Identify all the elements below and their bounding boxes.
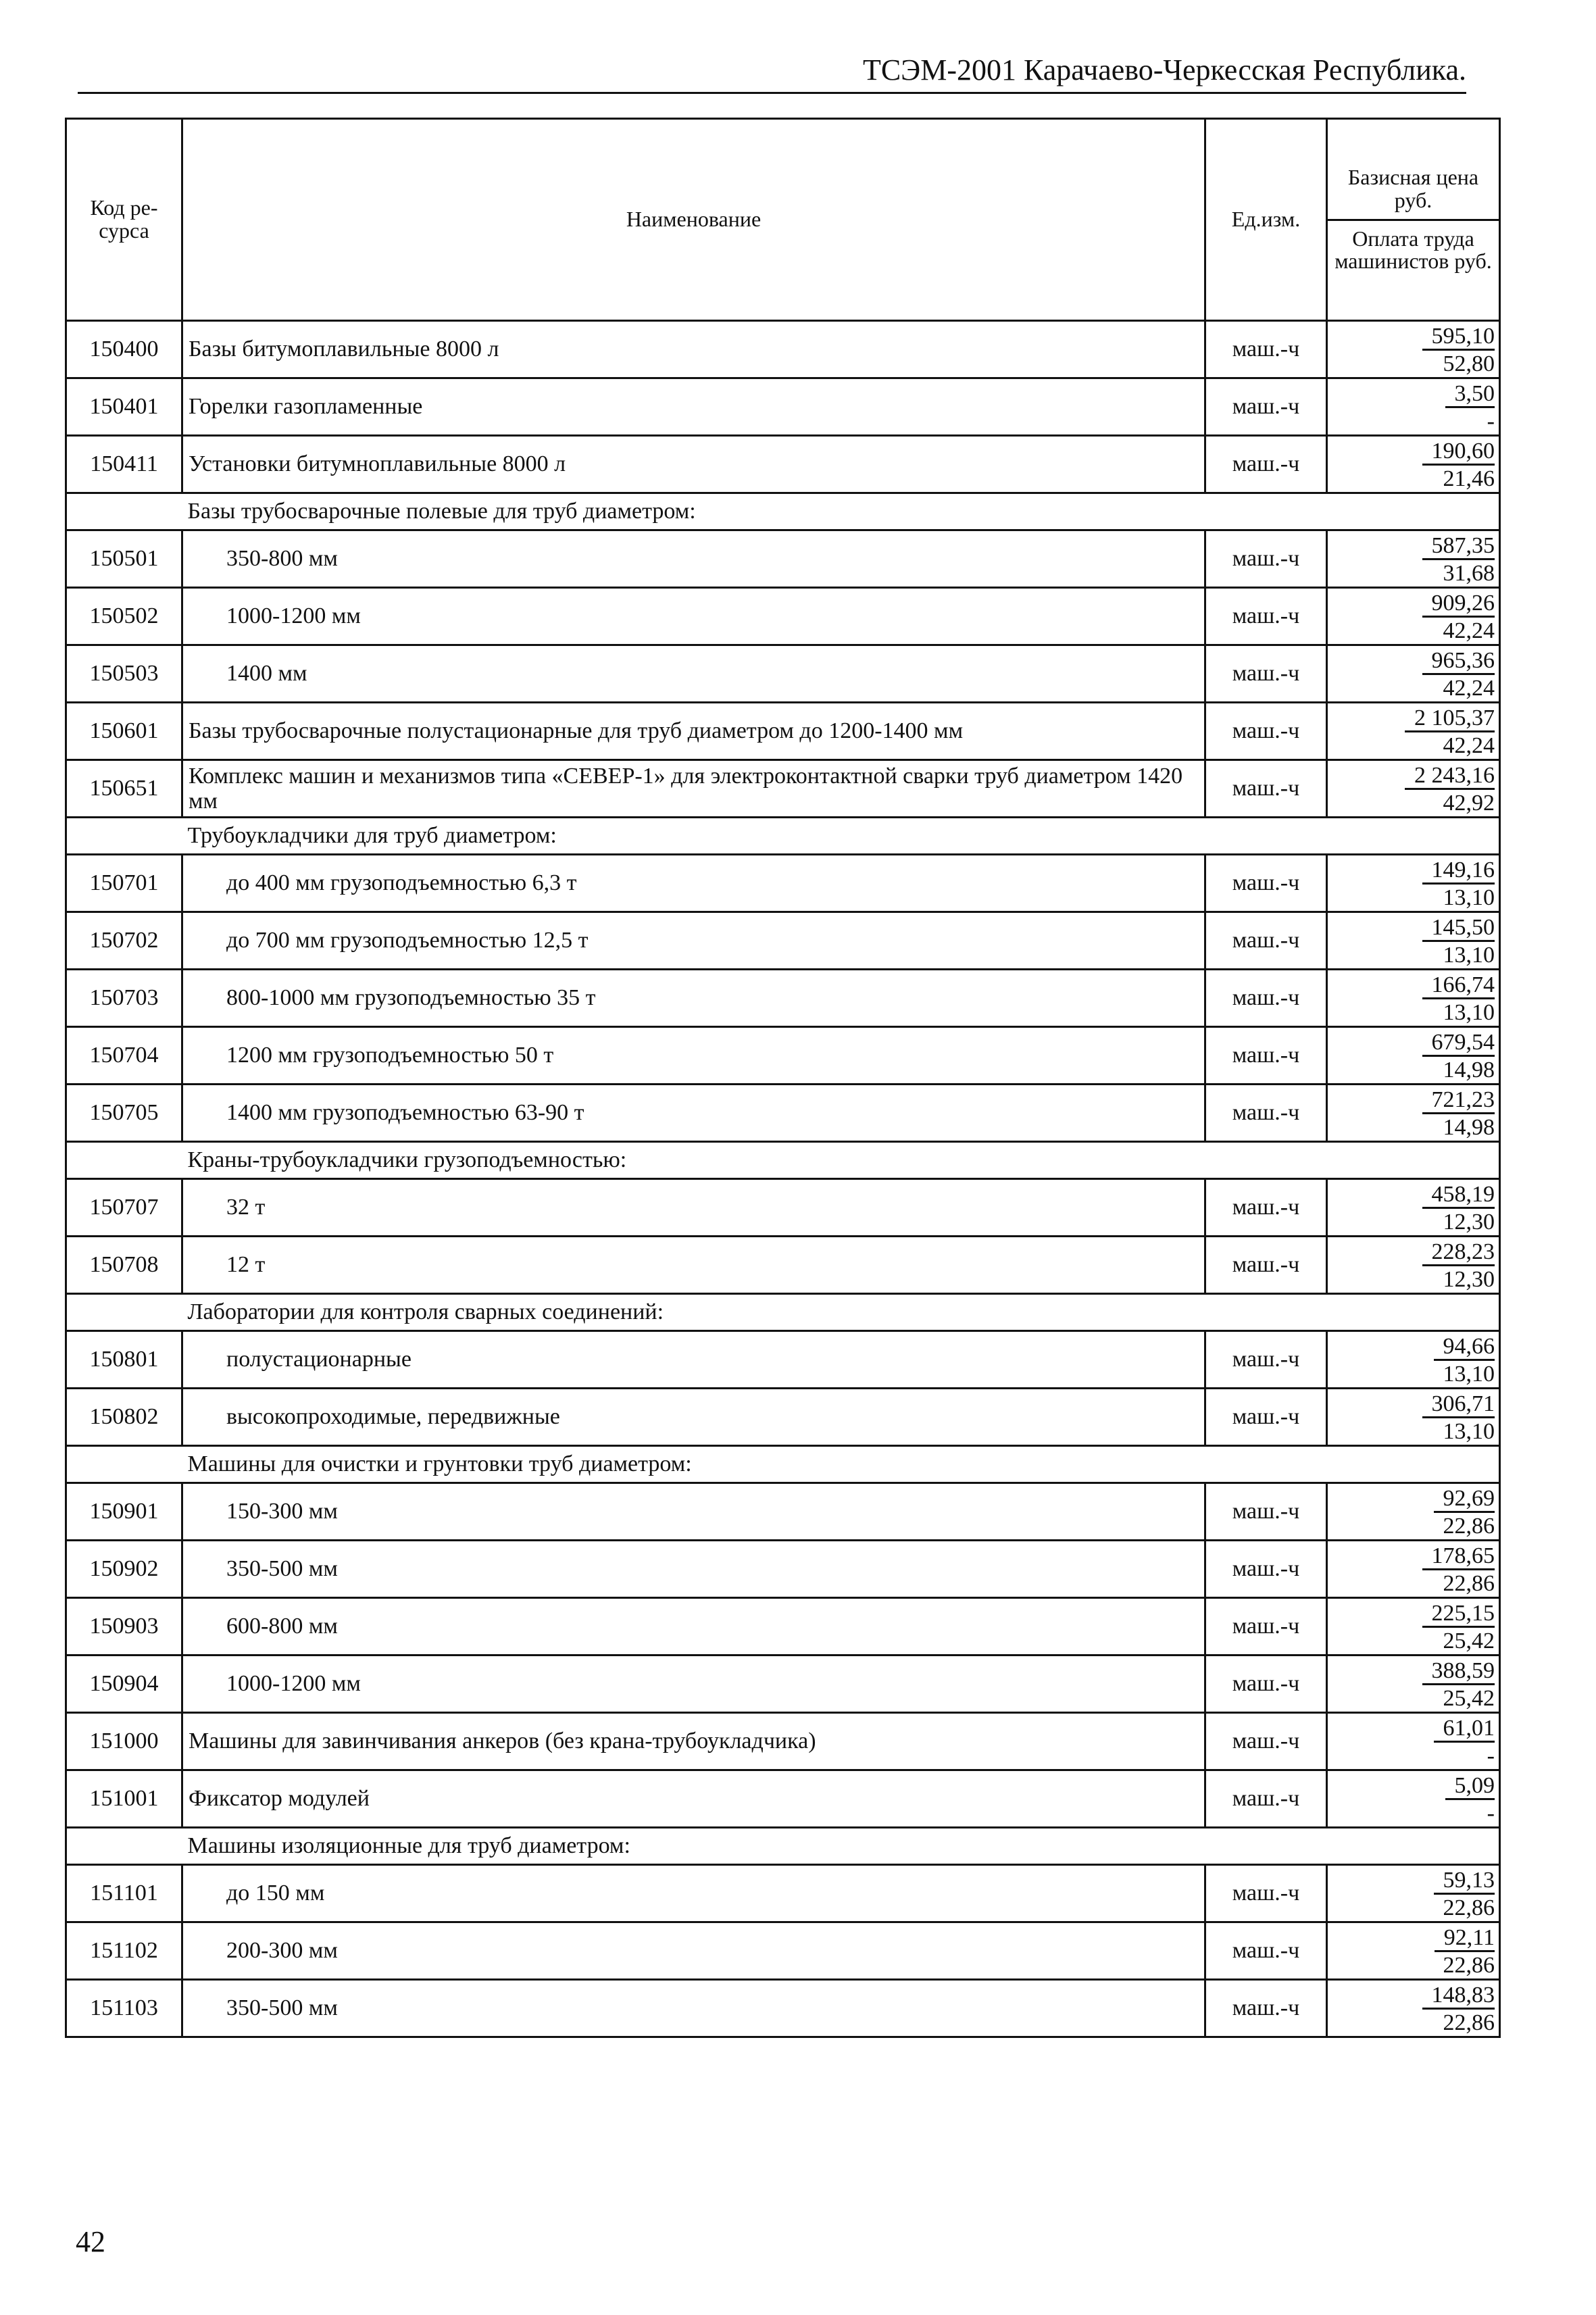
price-cell <box>1327 970 1500 1027</box>
resource-code: 150802 <box>66 1389 182 1446</box>
unit-of-measure: маш.-ч <box>1205 912 1327 970</box>
operator-pay-value: 22,86 <box>1443 1953 1495 1978</box>
table-row <box>66 1027 1500 1085</box>
unit-of-measure: маш.-ч <box>1205 1656 1327 1713</box>
unit-of-measure: маш.-ч <box>1205 1179 1327 1237</box>
table-row <box>66 1713 1500 1770</box>
column-header-unit: Ед.изм. <box>1205 119 1327 321</box>
group-code-cell <box>66 818 182 855</box>
resource-name: до 400 мм грузоподъемностью 6,3 т <box>182 855 1205 912</box>
operator-pay-value: 52,80 <box>1443 351 1495 376</box>
unit-of-measure: маш.-ч <box>1205 530 1327 588</box>
base-price-value: 458,19 <box>1422 1182 1495 1209</box>
operator-pay-value: 13,10 <box>1443 885 1495 910</box>
resource-name: 1400 мм <box>182 645 1205 703</box>
unit-of-measure: маш.-ч <box>1205 1483 1327 1541</box>
operator-pay-value: 21,46 <box>1443 466 1495 491</box>
resource-name: 350-800 мм <box>182 530 1205 588</box>
resource-name: 1400 мм грузоподъемностью 63-90 т <box>182 1085 1205 1142</box>
unit-of-measure: маш.-ч <box>1205 436 1327 493</box>
operator-pay-value: 42,24 <box>1443 676 1495 701</box>
resource-name: 1000-1200 мм <box>182 1656 1205 1713</box>
resource-name: 600-800 мм <box>182 1598 1205 1656</box>
price-cell <box>1327 703 1500 760</box>
table-row <box>66 1980 1500 2037</box>
group-title: Машины для очистки и грунтовки труб диаметром: <box>182 1446 1500 1483</box>
price-cell <box>1327 530 1500 588</box>
resource-code: 150501 <box>66 530 182 588</box>
price-cell <box>1327 1598 1500 1656</box>
price-cell <box>1327 1483 1500 1541</box>
group-title: Краны-трубоукладчики грузоподъемностью: <box>182 1142 1500 1179</box>
base-price-value: 388,59 <box>1422 1658 1495 1685</box>
unit-of-measure: маш.-ч <box>1205 703 1327 760</box>
operator-pay-value: 31,68 <box>1443 561 1495 586</box>
resource-code: 151102 <box>66 1922 182 1980</box>
operator-pay-value: 42,92 <box>1443 791 1495 816</box>
table-row <box>66 530 1500 588</box>
table-group-row <box>66 1828 1500 1865</box>
base-price-value: 61,01 <box>1434 1716 1495 1743</box>
group-code-cell <box>66 1294 182 1331</box>
resource-code: 151000 <box>66 1713 182 1770</box>
price-cell <box>1327 1713 1500 1770</box>
resource-code: 150400 <box>66 321 182 378</box>
base-price-value: 190,60 <box>1422 439 1495 466</box>
resource-price-table <box>65 118 1501 2038</box>
table-row <box>66 1865 1500 1922</box>
operator-pay-value: 25,42 <box>1443 1628 1495 1653</box>
price-cell <box>1327 436 1500 493</box>
resource-code: 150702 <box>66 912 182 970</box>
table-row <box>66 1085 1500 1142</box>
unit-of-measure: маш.-ч <box>1205 1389 1327 1446</box>
column-header-name: Наименование <box>182 119 1205 321</box>
page-number: 42 <box>76 2225 105 2258</box>
table-row <box>66 760 1500 818</box>
table-row <box>66 1770 1500 1828</box>
operator-pay-value: 13,10 <box>1443 1362 1495 1387</box>
resource-name: Базы трубосварочные полустационарные для труб диаметром до 1200-1400 мм <box>182 703 1205 760</box>
price-cell <box>1327 1389 1500 1446</box>
price-cell <box>1327 1085 1500 1142</box>
resource-name: 200-300 мм <box>182 1922 1205 1980</box>
operator-pay-value: 42,24 <box>1443 618 1495 643</box>
operator-pay-value: 22,86 <box>1443 1514 1495 1539</box>
resource-code: 150904 <box>66 1656 182 1713</box>
table-row <box>66 378 1500 436</box>
table-header-row <box>66 119 1500 321</box>
table-row <box>66 970 1500 1027</box>
unit-of-measure: маш.-ч <box>1205 1027 1327 1085</box>
resource-code: 150601 <box>66 703 182 760</box>
resource-code: 150902 <box>66 1541 182 1598</box>
operator-pay-value: 22,86 <box>1443 1571 1495 1596</box>
group-code-cell <box>66 1142 182 1179</box>
base-price-value: 149,16 <box>1422 857 1495 885</box>
base-price-value: 92,11 <box>1435 1925 1495 1952</box>
header-rule <box>78 92 1466 94</box>
unit-of-measure: маш.-ч <box>1205 1237 1327 1294</box>
resource-name: 32 т <box>182 1179 1205 1237</box>
operator-pay-value: 12,30 <box>1443 1210 1495 1235</box>
table-group-row <box>66 1446 1500 1483</box>
resource-name: 1000-1200 мм <box>182 588 1205 645</box>
unit-of-measure: маш.-ч <box>1205 970 1327 1027</box>
table-group-row <box>66 493 1500 530</box>
price-cell <box>1327 1656 1500 1713</box>
table-row <box>66 321 1500 378</box>
base-price-value: 587,35 <box>1422 533 1495 560</box>
resource-name: 1200 мм грузоподъемностью 50 т <box>182 1027 1205 1085</box>
unit-of-measure: маш.-ч <box>1205 1331 1327 1389</box>
group-code-cell <box>66 1446 182 1483</box>
price-cell <box>1327 855 1500 912</box>
operator-pay-value: 13,10 <box>1443 1419 1495 1444</box>
unit-of-measure: маш.-ч <box>1205 1713 1327 1770</box>
table-row <box>66 436 1500 493</box>
unit-of-measure: маш.-ч <box>1205 760 1327 818</box>
resource-name: Горелки газопламенные <box>182 378 1205 436</box>
table-row <box>66 1922 1500 1980</box>
table-row <box>66 645 1500 703</box>
table-row <box>66 1237 1500 1294</box>
resource-code: 150705 <box>66 1085 182 1142</box>
resource-name: Фиксатор модулей <box>182 1770 1205 1828</box>
base-price-value: 679,54 <box>1422 1030 1495 1057</box>
document-header-title: ТСЭМ-2001 Карачаево-Черкесская Республика. <box>862 53 1466 86</box>
table-row <box>66 1656 1500 1713</box>
unit-of-measure: маш.-ч <box>1205 1085 1327 1142</box>
resource-name: Установки битумноплавильные 8000 л <box>182 436 1205 493</box>
base-price-value: 965,36 <box>1422 648 1495 675</box>
group-title: Трубоукладчики для труб диаметром: <box>182 818 1500 855</box>
base-price-value: 5,09 <box>1445 1773 1495 1800</box>
unit-of-measure: маш.-ч <box>1205 645 1327 703</box>
price-cell <box>1327 1922 1500 1980</box>
base-price-value: 94,66 <box>1434 1334 1495 1361</box>
price-cell <box>1327 1865 1500 1922</box>
base-price-value: 178,65 <box>1422 1543 1495 1570</box>
table-row <box>66 855 1500 912</box>
resource-code: 150903 <box>66 1598 182 1656</box>
column-header-code: Код ре-сурса <box>66 119 182 321</box>
table-row <box>66 1179 1500 1237</box>
base-price-value: 2 243,16 <box>1405 763 1495 790</box>
table-row <box>66 912 1500 970</box>
resource-code: 150651 <box>66 760 182 818</box>
table-row <box>66 1331 1500 1389</box>
table-row <box>66 1483 1500 1541</box>
group-code-cell <box>66 1828 182 1865</box>
operator-pay-value: 22,86 <box>1443 2010 1495 2035</box>
resource-code: 151101 <box>66 1865 182 1922</box>
resource-name: Комплекс машин и механизмов типа «СЕВЕР-1» для электроконтактной сварки труб диаметром 1420 мм <box>182 760 1205 818</box>
table-row <box>66 703 1500 760</box>
column-header-operator-pay: Оплата труда машинистов руб. <box>1328 219 1499 276</box>
price-cell <box>1327 588 1500 645</box>
price-cell <box>1327 1027 1500 1085</box>
table-group-row <box>66 1142 1500 1179</box>
price-cell <box>1327 912 1500 970</box>
operator-pay-value: 22,86 <box>1443 1895 1495 1920</box>
unit-of-measure: маш.-ч <box>1205 378 1327 436</box>
base-price-value: 228,23 <box>1422 1239 1495 1266</box>
resource-code: 150401 <box>66 378 182 436</box>
base-price-value: 3,50 <box>1445 381 1495 408</box>
resource-code: 151103 <box>66 1980 182 2037</box>
operator-pay-value: - <box>1487 1801 1495 1826</box>
resource-code: 150411 <box>66 436 182 493</box>
resource-code: 150703 <box>66 970 182 1027</box>
price-cell <box>1327 321 1500 378</box>
resource-name: 12 т <box>182 1237 1205 1294</box>
unit-of-measure: маш.-ч <box>1205 588 1327 645</box>
price-cell <box>1327 1179 1500 1237</box>
operator-pay-value: 42,24 <box>1443 733 1495 758</box>
base-price-value: 721,23 <box>1422 1087 1495 1114</box>
column-header-base-price: Базисная цена руб. <box>1347 165 1479 212</box>
table-group-row <box>66 1294 1500 1331</box>
table-group-row <box>66 818 1500 855</box>
base-price-value: 595,10 <box>1422 324 1495 351</box>
resource-name: Машины для завинчивания анкеров (без крана-трубоукладчика) <box>182 1713 1205 1770</box>
resource-code: 150801 <box>66 1331 182 1389</box>
table-body <box>66 321 1500 2037</box>
price-cell <box>1327 1541 1500 1598</box>
table-row <box>66 588 1500 645</box>
base-price-value: 166,74 <box>1422 972 1495 999</box>
unit-of-measure: маш.-ч <box>1205 1598 1327 1656</box>
resource-code: 150708 <box>66 1237 182 1294</box>
group-code-cell <box>66 493 182 530</box>
resource-name: 800-1000 мм грузоподъемностью 35 т <box>182 970 1205 1027</box>
operator-pay-value: - <box>1487 409 1495 434</box>
resource-name: 150-300 мм <box>182 1483 1205 1541</box>
base-price-value: 225,15 <box>1422 1601 1495 1628</box>
base-price-value: 2 105,37 <box>1405 705 1495 732</box>
resource-code: 150502 <box>66 588 182 645</box>
operator-pay-value: 25,42 <box>1443 1686 1495 1711</box>
unit-of-measure: маш.-ч <box>1205 1865 1327 1922</box>
table-row <box>66 1598 1500 1656</box>
base-price-value: 148,83 <box>1422 1983 1495 2010</box>
price-cell <box>1327 760 1500 818</box>
group-title: Лаборатории для контроля сварных соединений: <box>182 1294 1500 1331</box>
base-price-value: 909,26 <box>1422 591 1495 618</box>
unit-of-measure: маш.-ч <box>1205 1922 1327 1980</box>
unit-of-measure: маш.-ч <box>1205 1770 1327 1828</box>
table-row <box>66 1389 1500 1446</box>
resource-code: 151001 <box>66 1770 182 1828</box>
base-price-value: 145,50 <box>1422 915 1495 942</box>
resource-name: 350-500 мм <box>182 1980 1205 2037</box>
price-cell <box>1327 1980 1500 2037</box>
unit-of-measure: маш.-ч <box>1205 1980 1327 2037</box>
resource-code: 150503 <box>66 645 182 703</box>
base-price-value: 92,69 <box>1434 1486 1495 1513</box>
operator-pay-value: - <box>1487 1743 1495 1768</box>
base-price-value: 306,71 <box>1422 1391 1495 1418</box>
operator-pay-value: 14,98 <box>1443 1115 1495 1140</box>
unit-of-measure: маш.-ч <box>1205 321 1327 378</box>
group-title: Машины изоляционные для труб диаметром: <box>182 1828 1500 1865</box>
resource-code: 150901 <box>66 1483 182 1541</box>
table-row <box>66 1541 1500 1598</box>
resource-name: высокопроходимые, передвижные <box>182 1389 1205 1446</box>
group-title: Базы трубосварочные полевые для труб диаметром: <box>182 493 1500 530</box>
column-header-price <box>1327 119 1500 321</box>
price-cell <box>1327 1331 1500 1389</box>
base-price-value: 59,13 <box>1434 1868 1495 1895</box>
price-cell <box>1327 1237 1500 1294</box>
unit-of-measure: маш.-ч <box>1205 1541 1327 1598</box>
resource-name: 350-500 мм <box>182 1541 1205 1598</box>
resource-name: до 150 мм <box>182 1865 1205 1922</box>
operator-pay-value: 13,10 <box>1443 1000 1495 1025</box>
resource-code: 150704 <box>66 1027 182 1085</box>
price-cell <box>1327 378 1500 436</box>
resource-name: полустационарные <box>182 1331 1205 1389</box>
resource-code: 150701 <box>66 855 182 912</box>
unit-of-measure: маш.-ч <box>1205 855 1327 912</box>
resource-code: 150707 <box>66 1179 182 1237</box>
operator-pay-value: 12,30 <box>1443 1267 1495 1292</box>
operator-pay-value: 14,98 <box>1443 1057 1495 1082</box>
price-cell <box>1327 1770 1500 1828</box>
resource-name: Базы битумоплавильные 8000 л <box>182 321 1205 378</box>
price-cell <box>1327 645 1500 703</box>
operator-pay-value: 13,10 <box>1443 943 1495 968</box>
resource-name: до 700 мм грузоподъемностью 12,5 т <box>182 912 1205 970</box>
